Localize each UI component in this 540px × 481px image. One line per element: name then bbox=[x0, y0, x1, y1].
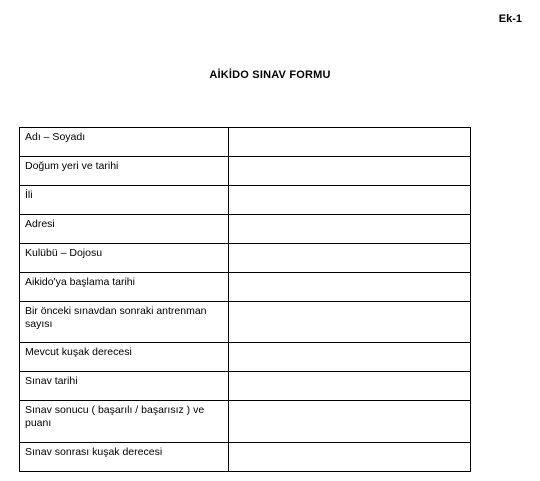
field-value-province[interactable] bbox=[229, 186, 471, 215]
field-label-start-date: Aikido'ya başlama tarihi bbox=[20, 273, 229, 302]
field-value-club-dojo[interactable] bbox=[229, 244, 471, 273]
field-value-exam-date[interactable] bbox=[229, 372, 471, 401]
field-label-province: İli bbox=[20, 186, 229, 215]
exam-form-table bbox=[19, 127, 471, 472]
field-label-club-dojo: Kulübü – Dojosu bbox=[20, 244, 229, 273]
table-row bbox=[20, 215, 471, 244]
page-title: AİKİDO SINAV FORMU bbox=[209, 69, 331, 81]
field-label-name: Adı – Soyadı bbox=[20, 128, 229, 157]
annex-label: Ek-1 bbox=[498, 13, 522, 25]
field-label-birthplace-date: Doğum yeri ve tarihi bbox=[20, 157, 229, 186]
table-row bbox=[20, 128, 471, 157]
table-row bbox=[20, 302, 471, 343]
field-label-address: Adresi bbox=[20, 215, 229, 244]
table-row bbox=[20, 372, 471, 401]
field-value-training-count[interactable] bbox=[229, 302, 471, 343]
field-label-training-count: Bir önceki sınavdan sonraki antrenman sayısı bbox=[20, 302, 229, 343]
table-row bbox=[20, 343, 471, 372]
table-row bbox=[20, 401, 471, 443]
field-value-address[interactable] bbox=[229, 215, 471, 244]
table-row bbox=[20, 443, 471, 472]
field-value-birthplace-date[interactable] bbox=[229, 157, 471, 186]
table-row bbox=[20, 273, 471, 302]
table-row bbox=[20, 186, 471, 215]
field-value-start-date[interactable] bbox=[229, 273, 471, 302]
field-label-post-exam-belt: Sınav sonrası kuşak derecesi bbox=[20, 443, 229, 472]
field-value-current-belt[interactable] bbox=[229, 343, 471, 372]
field-label-current-belt: Mevcut kuşak derecesi bbox=[20, 343, 229, 372]
field-label-exam-result: Sınav sonucu ( başarılı / başarısız ) ve puanı bbox=[20, 401, 229, 443]
field-value-post-exam-belt[interactable] bbox=[229, 443, 471, 472]
table-row bbox=[20, 157, 471, 186]
field-value-exam-result[interactable] bbox=[229, 401, 471, 443]
field-label-exam-date: Sınav tarihi bbox=[20, 372, 229, 401]
table-row bbox=[20, 244, 471, 273]
field-value-name[interactable] bbox=[229, 128, 471, 157]
